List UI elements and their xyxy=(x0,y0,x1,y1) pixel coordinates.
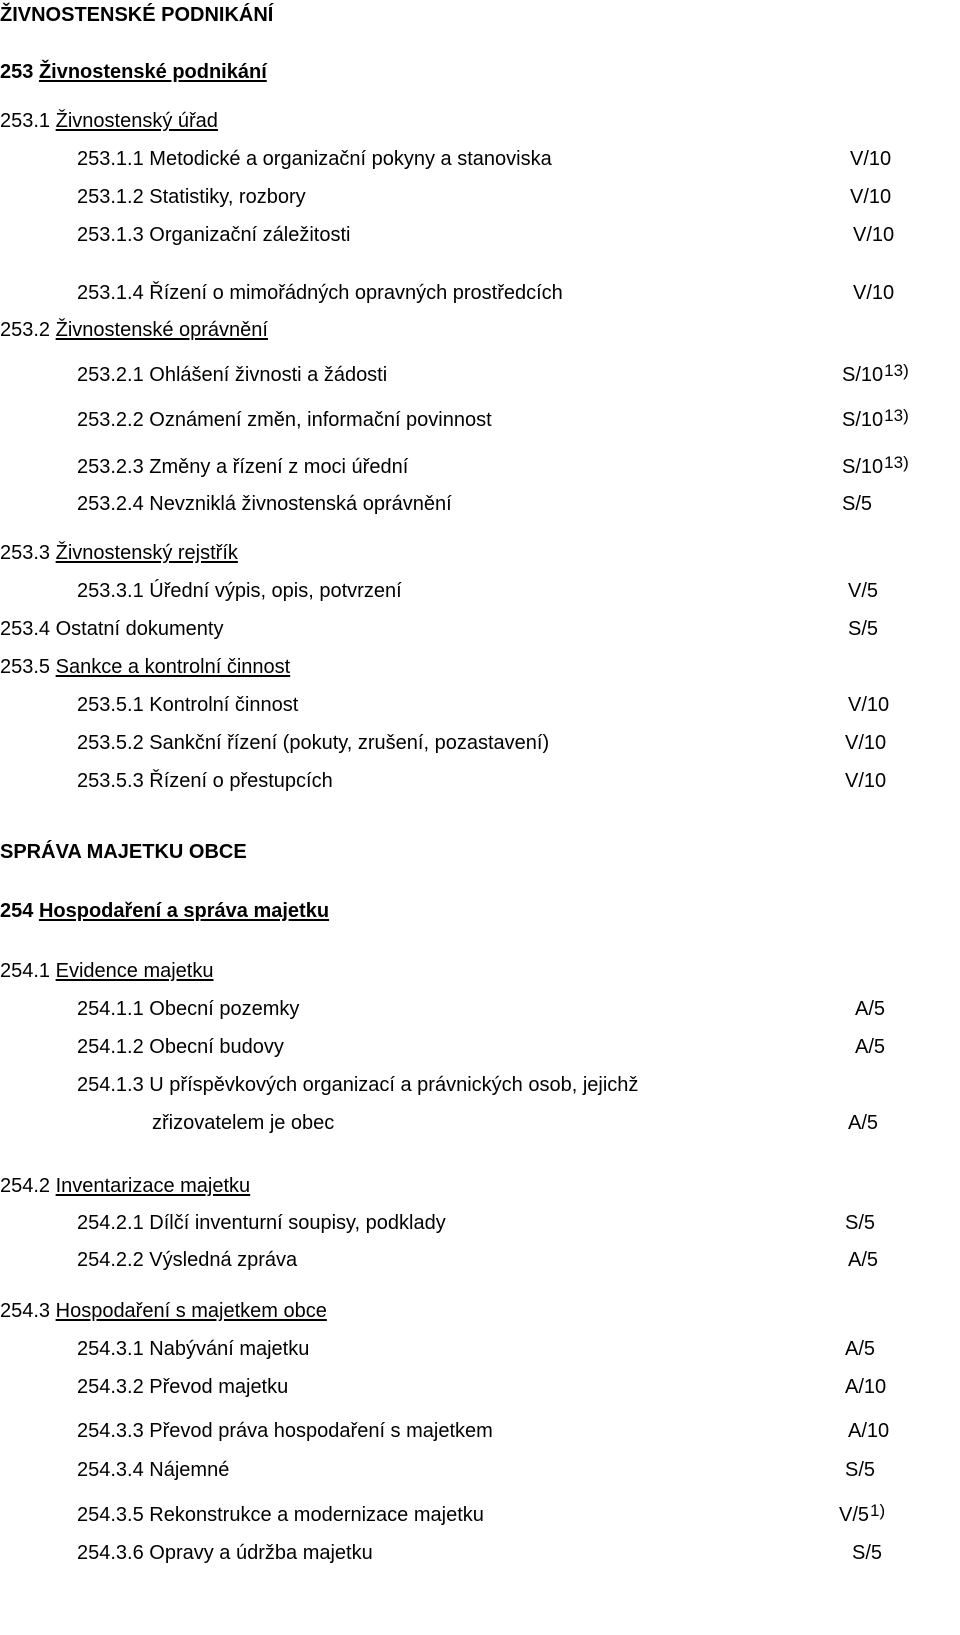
category-number: 253.5 xyxy=(0,656,51,678)
item-label: 253.3.1 Úřední výpis, opis, potvrzení xyxy=(77,580,402,602)
category-number: 253.2 xyxy=(0,319,51,341)
item-label: 253.1.4 Řízení o mimořádných opravných prostředcích xyxy=(77,282,563,304)
section-title: ŽIVNOSTENSKÉ PODNIKÁNÍ xyxy=(0,4,274,26)
retention-code: A/5 xyxy=(848,1112,879,1134)
group-number: 254 xyxy=(0,900,34,922)
footnote-ref: 13) xyxy=(884,361,909,380)
item-label: 253.1.3 Organizační záležitosti xyxy=(77,224,351,246)
retention-code: A/5 xyxy=(848,1249,879,1271)
item-label: 254.1.2 Obecní budovy xyxy=(77,1036,284,1058)
item-label: 254.1.1 Obecní pozemky xyxy=(77,998,300,1020)
category-number: 254.2 xyxy=(0,1175,51,1197)
category-title: Živnostenské oprávnění xyxy=(55,319,268,341)
item-label: 253.2.4 Nevzniklá živnostenská oprávnění xyxy=(77,493,452,515)
retention-code: A/10 xyxy=(845,1376,887,1398)
retention-code: V/10 xyxy=(853,282,895,304)
item-label: 254.3.3 Převod práva hospodaření s majetkem xyxy=(77,1420,493,1442)
item-label-continuation: zřizovatelem je obec xyxy=(152,1112,335,1134)
code-value: S/10 xyxy=(842,409,884,431)
item-label: 254.1.3 U příspěvkových organizací a právnických osob, jejichž xyxy=(77,1074,639,1096)
retention-code: V/10 xyxy=(850,186,892,208)
footnote-ref: 13) xyxy=(884,453,909,472)
category-title: Hospodaření s majetkem obce xyxy=(55,1300,327,1322)
section-title: SPRÁVA MAJETKU OBCE xyxy=(0,841,247,863)
item-label: 254.3.5 Rekonstrukce a modernizace majetku xyxy=(77,1504,484,1526)
retention-code xyxy=(842,455,909,479)
group-heading-254 xyxy=(0,899,329,923)
group-number: 253 xyxy=(0,61,34,83)
retention-code: S/5 xyxy=(852,1542,883,1564)
category-title: Živnostenský úřad xyxy=(55,110,218,132)
retention-code: A/10 xyxy=(848,1420,890,1442)
retention-code: S/5 xyxy=(848,618,879,640)
category-number: 254.3 xyxy=(0,1300,51,1322)
category-heading-253-1 xyxy=(0,109,218,133)
item-label: 253.1.1 Metodické a organizační pokyny a stanoviska xyxy=(77,148,552,170)
retention-code: V/5 xyxy=(848,580,879,602)
item-label: 253.1.2 Statistiky, rozbory xyxy=(77,186,306,208)
item-label: 253.5.1 Kontrolní činnost xyxy=(77,694,299,716)
item-label: 254.3.1 Nabývání majetku xyxy=(77,1338,310,1360)
retention-code: A/5 xyxy=(855,998,886,1020)
retention-code xyxy=(842,408,909,432)
category-title: Živnostenský rejstřík xyxy=(55,542,238,564)
category-title: Sankce a kontrolní činnost xyxy=(55,656,291,678)
category-title: Evidence majetku xyxy=(55,960,214,982)
footnote-ref: 1) xyxy=(870,1501,886,1520)
category-heading-253-5 xyxy=(0,655,290,679)
category-title: Inventarizace majetku xyxy=(55,1175,251,1197)
retention-code: S/5 xyxy=(845,1212,876,1234)
category-heading-254-1 xyxy=(0,959,214,983)
code-value: S/10 xyxy=(842,456,884,478)
group-title: Hospodaření a správa majetku xyxy=(38,900,330,922)
code-value: V/5 xyxy=(839,1504,870,1526)
item-label: 254.3.6 Opravy a údržba majetku xyxy=(77,1542,373,1564)
category-number: 254.1 xyxy=(0,960,51,982)
retention-code: S/5 xyxy=(842,493,873,515)
retention-code: S/5 xyxy=(845,1459,876,1481)
retention-code: A/5 xyxy=(845,1338,876,1360)
item-label: 254.3.2 Převod majetku xyxy=(77,1376,289,1398)
retention-code: V/10 xyxy=(845,770,887,792)
category-heading-254-2 xyxy=(0,1174,250,1198)
item-label: 253.2.2 Oznámení změn, informační povinnost xyxy=(77,409,492,431)
item-label: 254.2.1 Dílčí inventurní soupisy, podklady xyxy=(77,1212,446,1234)
group-title: Živnostenské podnikání xyxy=(38,61,267,83)
retention-code xyxy=(839,1503,885,1527)
category-number: 253.1 xyxy=(0,110,51,132)
retention-code: V/10 xyxy=(853,224,895,246)
category-number: 253.3 xyxy=(0,542,51,564)
code-value: S/10 xyxy=(842,364,884,386)
retention-code: V/10 xyxy=(845,732,887,754)
item-label: 253.5.2 Sankční řízení (pokuty, zrušení, pozastavení) xyxy=(77,732,550,754)
group-heading-253 xyxy=(0,60,267,84)
category-line-253-4: 253.4 Ostatní dokumenty xyxy=(0,618,224,640)
item-label: 253.5.3 Řízení o přestupcích xyxy=(77,770,333,792)
retention-code: V/10 xyxy=(850,148,892,170)
item-label: 253.2.3 Změny a řízení z moci úřední xyxy=(77,456,409,478)
retention-code: V/10 xyxy=(848,694,890,716)
footnote-ref: 13) xyxy=(884,406,909,425)
category-heading-253-2 xyxy=(0,318,268,342)
item-label: 254.3.4 Nájemné xyxy=(77,1459,230,1481)
item-label: 254.2.2 Výsledná zpráva xyxy=(77,1249,298,1271)
retention-code xyxy=(842,363,909,387)
retention-code: A/5 xyxy=(855,1036,886,1058)
category-heading-253-3 xyxy=(0,541,238,565)
category-heading-254-3 xyxy=(0,1299,327,1323)
item-label: 253.2.1 Ohlášení živnosti a žádosti xyxy=(77,364,388,386)
